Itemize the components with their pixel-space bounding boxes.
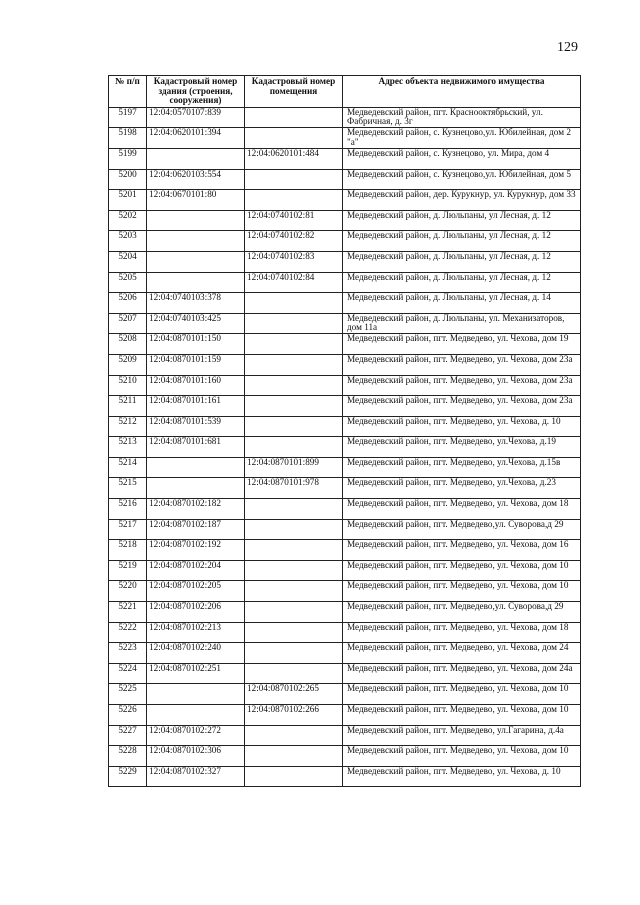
table-row [109,148,581,169]
building-cadastral-cell: 12:04:0870102:240 [147,643,245,664]
room-cadastral-cell [245,602,343,623]
header-room-cadastral: Кадастровый номер помещения [245,76,343,108]
building-cadastral-cell: 12:04:0870101:150 [147,334,245,355]
address-cell: Медведевский район, пгт. Медведево, ул. Чехова, дом 24 [343,643,581,664]
table-row [109,334,581,355]
header-number: № п/п [109,76,147,108]
room-cadastral-cell [245,313,343,334]
building-cadastral-cell [147,457,245,478]
building-cadastral-cell: 12:04:0570107:839 [147,107,245,128]
room-cadastral-cell: 12:04:0620101:484 [245,148,343,169]
room-cadastral-cell [245,396,343,417]
row-number: 5199 [109,148,147,169]
table-row [109,375,581,396]
row-number: 5201 [109,190,147,211]
table-row [109,478,581,499]
room-cadastral-cell [245,560,343,581]
address-cell: Медведевский район, пгт. Медведево, ул. Чехова, дом 23а [343,396,581,417]
table-row [109,519,581,540]
room-cadastral-cell [245,519,343,540]
row-number: 5212 [109,416,147,437]
row-number: 5219 [109,560,147,581]
table-row [109,560,581,581]
building-cadastral-cell: 12:04:0870102:204 [147,560,245,581]
row-number: 5203 [109,231,147,252]
address-cell: Медведевский район, пгт. Медведево, ул. Чехова, дом 10 [343,746,581,767]
room-cadastral-cell [245,375,343,396]
row-number: 5197 [109,107,147,128]
row-number: 5205 [109,272,147,293]
row-number: 5218 [109,540,147,561]
address-cell: Медведевский район, пгт. Медведево, ул.Чехова, д.19 [343,437,581,458]
table-row [109,251,581,272]
room-cadastral-cell: 12:04:0870101:978 [245,478,343,499]
room-cadastral-cell [245,169,343,190]
room-cadastral-cell [245,766,343,787]
row-number: 5217 [109,519,147,540]
room-cadastral-cell [245,725,343,746]
building-cadastral-cell: 12:04:0870102:272 [147,725,245,746]
room-cadastral-cell: 12:04:0740102:82 [245,231,343,252]
row-number: 5226 [109,705,147,726]
address-cell: Медведевский район, пгт. Медведево, ул. Чехова, дом 23а [343,375,581,396]
address-cell: Медведевский район, с. Кузнецово,ул. Юбилейная, дом 5 [343,169,581,190]
room-cadastral-cell [245,622,343,643]
row-number: 5204 [109,251,147,272]
building-cadastral-cell [147,478,245,499]
address-cell: Медведевский район, пгт. Медведево, ул. Чехова, дом 18 [343,499,581,520]
header-building-cadastral: Кадастровый номер здания (строения, сооружения) [147,76,245,108]
row-number: 5222 [109,622,147,643]
row-number: 5220 [109,581,147,602]
table-row [109,190,581,211]
address-cell: Медведевский район, д. Люльпаны, ул Лесная, д. 12 [343,231,581,252]
building-cadastral-cell: 12:04:0870102:182 [147,499,245,520]
building-cadastral-cell [147,231,245,252]
row-number: 5209 [109,354,147,375]
building-cadastral-cell: 12:04:0740103:378 [147,293,245,314]
building-cadastral-cell: 12:04:0870102:192 [147,540,245,561]
address-cell: Медведевский район, пгт. Медведево, ул. Чехова, дом 19 [343,334,581,355]
address-cell: Медведевский район, пгт. Медведево, ул.Гагарина, д.4а [343,725,581,746]
building-cadastral-cell: 12:04:0870102:251 [147,663,245,684]
building-cadastral-cell [147,210,245,231]
room-cadastral-cell: 12:04:0870101:899 [245,457,343,478]
table-row [109,354,581,375]
table-row [109,416,581,437]
address-cell: Медведевский район, пгт. Медведево, ул. Чехова, дом 10 [343,684,581,705]
table-row [109,684,581,705]
room-cadastral-cell [245,293,343,314]
row-number: 5210 [109,375,147,396]
table-row [109,231,581,252]
row-number: 5202 [109,210,147,231]
address-cell: Медведевский район, пгт. Медведево,ул. Суворова,д 29 [343,519,581,540]
address-cell: Медведевский район, пгт. Медведево, ул. Чехова, д. 10 [343,416,581,437]
address-cell: Медведевский район, д. Люльпаны, ул Лесная, д. 14 [343,293,581,314]
address-cell: Медведевский район, пгт. Медведево, ул. Чехова, дом 24а [343,663,581,684]
room-cadastral-cell [245,663,343,684]
address-cell: Медведевский район, д. Люльпаны, ул. Механизаторов, дом 11а [343,313,581,334]
room-cadastral-cell: 12:04:0870102:265 [245,684,343,705]
address-cell: Медведевский район, пгт. Медведево, ул.Чехова, д.23 [343,478,581,499]
table-row [109,581,581,602]
room-cadastral-cell [245,499,343,520]
table-row [109,313,581,334]
address-cell: Медведевский район, пгт. Медведево, ул. Чехова, дом 10 [343,581,581,602]
building-cadastral-cell: 12:04:0620103:554 [147,169,245,190]
table-header-row [109,76,581,108]
room-cadastral-cell: 12:04:0740102:83 [245,251,343,272]
row-number: 5229 [109,766,147,787]
address-cell: Медведевский район, пгт. Медведево, ул. Чехова, дом 16 [343,540,581,561]
table-row [109,457,581,478]
row-number: 5213 [109,437,147,458]
row-number: 5211 [109,396,147,417]
building-cadastral-cell: 12:04:0870101:539 [147,416,245,437]
row-number: 5206 [109,293,147,314]
room-cadastral-cell [245,581,343,602]
room-cadastral-cell [245,540,343,561]
property-table [108,75,581,787]
building-cadastral-cell: 12:04:0870101:159 [147,354,245,375]
address-cell: Медведевский район, пгт. Медведево, ул. Чехова, дом 23а [343,354,581,375]
row-number: 5227 [109,725,147,746]
building-cadastral-cell: 12:04:0870102:205 [147,581,245,602]
room-cadastral-cell [245,190,343,211]
building-cadastral-cell: 12:04:0870102:206 [147,602,245,623]
row-number: 5225 [109,684,147,705]
building-cadastral-cell: 12:04:0870102:327 [147,766,245,787]
row-number: 5214 [109,457,147,478]
table-row [109,293,581,314]
building-cadastral-cell: 12:04:0870101:161 [147,396,245,417]
row-number: 5216 [109,499,147,520]
table-row [109,540,581,561]
table-row [109,499,581,520]
address-cell: Медведевский район, дер. Курукнур, ул. Курукнур, дом 33 [343,190,581,211]
table-row [109,210,581,231]
row-number: 5207 [109,313,147,334]
table-row [109,705,581,726]
row-number: 5221 [109,602,147,623]
address-cell: Медведевский район, пгт. Краснооктябрьский, ул. Фабричная, д. 3г [343,107,581,128]
room-cadastral-cell [245,416,343,437]
room-cadastral-cell [245,334,343,355]
row-number: 5223 [109,643,147,664]
table-row [109,396,581,417]
building-cadastral-cell [147,148,245,169]
table-row [109,725,581,746]
building-cadastral-cell [147,251,245,272]
building-cadastral-cell [147,272,245,293]
building-cadastral-cell: 12:04:0870102:306 [147,746,245,767]
address-cell: Медведевский район, пгт. Медведево, ул. Чехова, дом 18 [343,622,581,643]
row-number: 5200 [109,169,147,190]
address-cell: Медведевский район, с. Кузнецово,ул. Юбилейная, дом 2 "а" [343,128,581,149]
row-number: 5228 [109,746,147,767]
address-cell: Медведевский район, с. Кузнецово, ул. Мира, дом 4 [343,148,581,169]
room-cadastral-cell [245,643,343,664]
address-cell: Медведевский район, пгт. Медведево, ул.Чехова, д.15в [343,457,581,478]
building-cadastral-cell: 12:04:0670101:80 [147,190,245,211]
building-cadastral-cell: 12:04:0740103:425 [147,313,245,334]
row-number: 5215 [109,478,147,499]
building-cadastral-cell: 12:04:0870102:213 [147,622,245,643]
table-row [109,602,581,623]
table-row [109,107,581,128]
room-cadastral-cell [245,107,343,128]
row-number: 5198 [109,128,147,149]
table-row [109,272,581,293]
row-number: 5208 [109,334,147,355]
building-cadastral-cell [147,705,245,726]
address-cell: Медведевский район, пгт. Медведево,ул. Суворова,д 29 [343,602,581,623]
room-cadastral-cell [245,437,343,458]
row-number: 5224 [109,663,147,684]
room-cadastral-cell [245,354,343,375]
table-row [109,437,581,458]
building-cadastral-cell: 12:04:0870102:187 [147,519,245,540]
table-row [109,169,581,190]
address-cell: Медведевский район, пгт. Медведево, ул. Чехова, дом 10 [343,560,581,581]
address-cell: Медведевский район, пгт. Медведево, ул. Чехова, д. 10 [343,766,581,787]
table-row [109,746,581,767]
room-cadastral-cell: 12:04:0740102:84 [245,272,343,293]
table-row [109,128,581,149]
table-row [109,766,581,787]
building-cadastral-cell: 12:04:0620101:394 [147,128,245,149]
address-cell: Медведевский район, д. Люльпаны, ул Лесная, д. 12 [343,272,581,293]
room-cadastral-cell: 12:04:0740102:81 [245,210,343,231]
header-address: Адрес объекта недвижимого имущества [343,76,581,108]
room-cadastral-cell [245,746,343,767]
address-cell: Медведевский район, д. Люльпаны, ул Лесная, д. 12 [343,210,581,231]
address-cell: Медведевский район, д. Люльпаны, ул Лесная, д. 12 [343,251,581,272]
table-row [109,643,581,664]
room-cadastral-cell: 12:04:0870102:266 [245,705,343,726]
table-row [109,663,581,684]
building-cadastral-cell: 12:04:0870101:160 [147,375,245,396]
building-cadastral-cell: 12:04:0870101:681 [147,437,245,458]
table-body [109,107,581,787]
page-number: 129 [557,40,578,55]
address-cell: Медведевский район, пгт. Медведево, ул. Чехова, дом 10 [343,705,581,726]
room-cadastral-cell [245,128,343,149]
table-row [109,622,581,643]
building-cadastral-cell [147,684,245,705]
